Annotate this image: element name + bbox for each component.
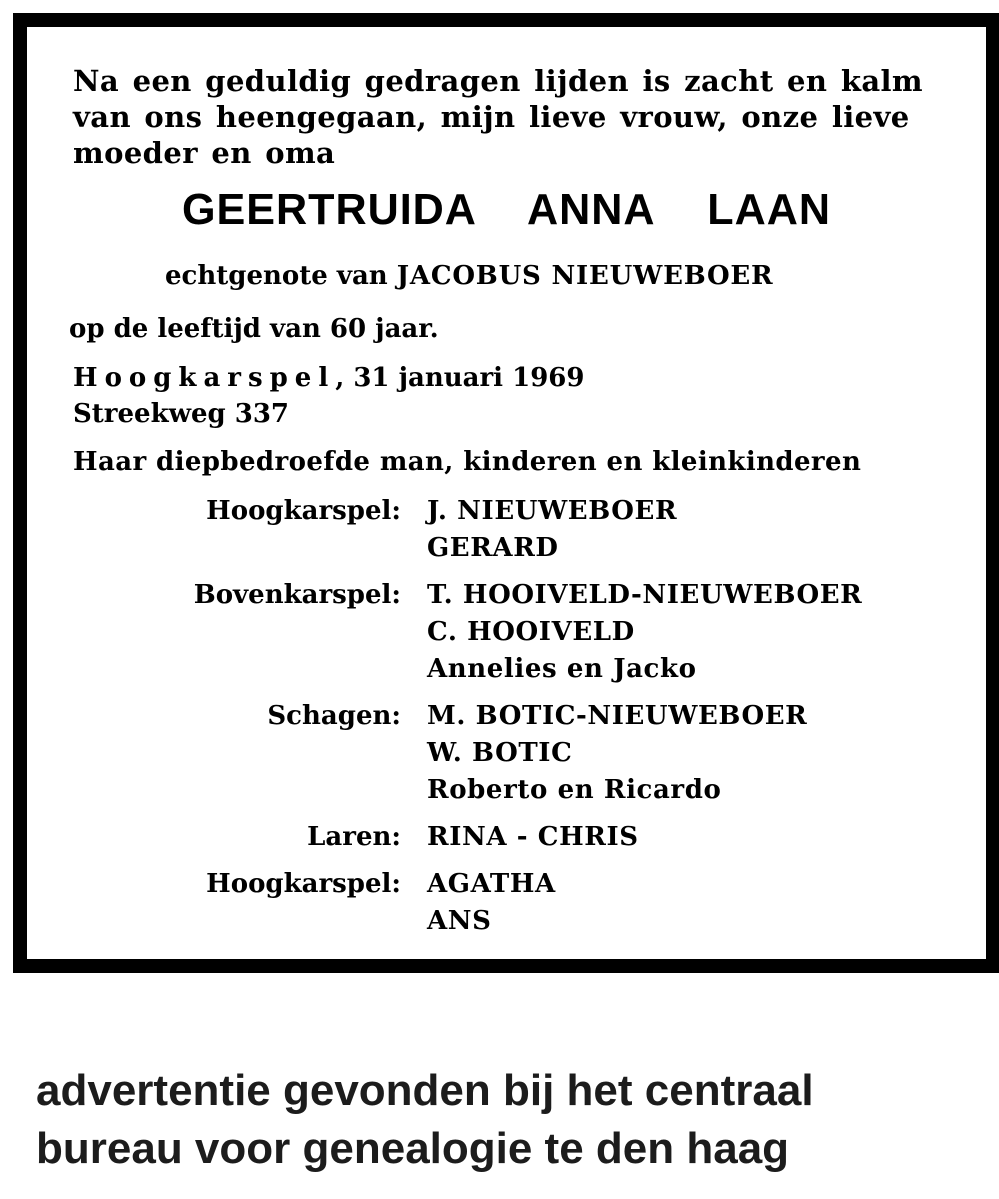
family-member: C. HOOIVELD bbox=[427, 617, 635, 647]
family-member: M. BOTIC-NIEUWEBOER bbox=[427, 701, 808, 731]
intro-line: van ons heengegaan, mijn lieve vrouw, onze lieve bbox=[73, 100, 910, 134]
family-group bbox=[27, 866, 986, 940]
group-place: Schagen: bbox=[267, 701, 401, 731]
date: , 31 januari 1969 bbox=[335, 363, 585, 393]
family-group bbox=[27, 819, 986, 856]
family-member: W. BOTIC bbox=[427, 738, 573, 768]
source-caption bbox=[36, 1062, 986, 1178]
intro-line: moeder en oma bbox=[73, 136, 336, 170]
family-group bbox=[27, 493, 986, 567]
family-member: T. HOOIVELD-NIEUWEBOER bbox=[427, 580, 863, 610]
family-member: RINA - CHRIS bbox=[427, 822, 639, 852]
family-member: J. NIEUWEBOER bbox=[427, 496, 678, 526]
group-place: Hoogkarspel: bbox=[206, 869, 401, 899]
family-member: Annelies en Jacko bbox=[427, 654, 697, 684]
group-place: Laren: bbox=[307, 822, 401, 852]
group-place: Bovenkarspel: bbox=[193, 580, 401, 610]
group-place: Hoogkarspel: bbox=[206, 496, 401, 526]
family-member: GERARD bbox=[427, 533, 559, 563]
group-members bbox=[427, 493, 677, 567]
caption-line: bureau voor genealogie te den haag bbox=[36, 1124, 790, 1173]
caption-line: advertentie gevonden bij het centraal bbox=[36, 1066, 814, 1115]
family-member: AGATHA bbox=[427, 869, 556, 899]
group-members bbox=[427, 819, 639, 856]
family-member: ANS bbox=[427, 906, 492, 936]
age-text: op de leeftijd van 60 jaar. bbox=[69, 314, 439, 344]
deceased-name: GEERTRUIDA ANNA LAAN bbox=[182, 185, 831, 234]
family-member: Roberto en Ricardo bbox=[427, 775, 722, 805]
family-intro: Haar diepbedroefde man, kinderen en kleinkinderen bbox=[73, 447, 862, 477]
intro-line: Na een geduldig gedragen lijden is zacht en kalm bbox=[73, 64, 924, 98]
family-list bbox=[27, 493, 986, 950]
group-members bbox=[427, 698, 807, 809]
family-group bbox=[27, 577, 986, 688]
spouse-name: JACOBUS NIEUWEBOER bbox=[396, 261, 774, 291]
spouse-prefix: echtgenote van bbox=[165, 261, 388, 291]
group-members bbox=[427, 577, 862, 688]
intro-text bbox=[73, 63, 953, 171]
family-group bbox=[27, 698, 986, 809]
group-members bbox=[427, 866, 556, 940]
street-address: Streekweg 337 bbox=[73, 399, 290, 429]
spouse-line bbox=[165, 261, 773, 291]
place-name: Hoogkarspel bbox=[73, 363, 336, 393]
place-date bbox=[73, 363, 584, 393]
death-notice bbox=[13, 13, 999, 973]
